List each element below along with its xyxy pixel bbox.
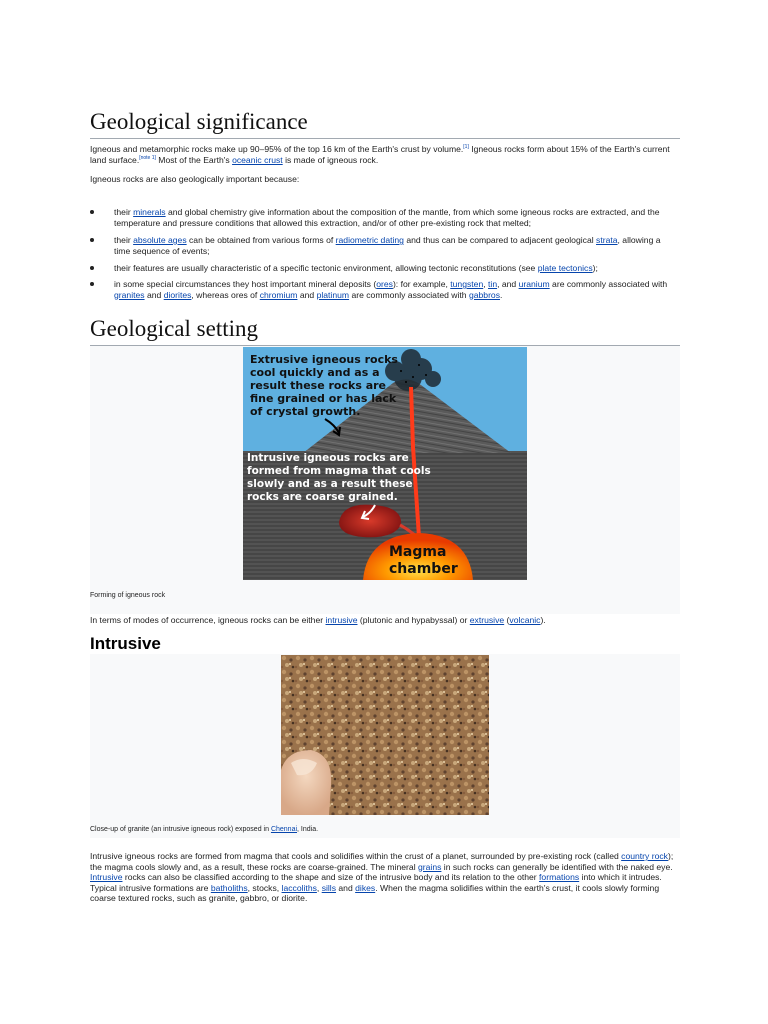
link-country-rock[interactable]: country rock [621,851,668,861]
paragraph-significance-1: Igneous and metamorphic rocks make up 90–95% of the top 16 km of the Earth's crust by volume.[1] Igneous rocks form about 15% of the Earth's current land surface.[note 1] Most of the Earth's oceanic crust is made of igneous rock. [90,144,670,165]
link-laccoliths[interactable]: laccoliths [281,882,317,893]
bullet-icon [90,238,94,242]
note-link[interactable]: [note 1] [139,154,156,161]
link-absolute-ages[interactable]: absolute ages [133,235,187,245]
reference-link[interactable]: [1] [463,144,469,151]
link-intrusive[interactable]: intrusive [325,615,358,625]
label-intrusive-line: slowly and as a result these [247,478,413,490]
label-extrusive-line: fine grained or has lack [250,392,397,405]
link-intrusive-rock[interactable]: Intrusive [90,872,123,883]
paragraph-intrusive: Intrusive igneous rocks are formed from magma that cools and solidifies within the crust of a planet, surrounded by pre-existing rock (called country rock); the magma cools slowly and, as a result, these rocks are coarse-grained. The mineral grains in such rocks can generally be identified with the naked eye. Intrusive rocks can also be classified according to the shape and size of the intrusive body and its relation to the other formations into which it intrudes. Typical intrusive formations are batholiths, stocks, laccoliths, sills and dikes. When the magma solidifies within the earth's crust, it cools slowly forming coarse textured rocks, such as granite, gabbro, or diorite. [90,851,674,904]
figure-caption: Close-up of granite (an intrusive igneous rock) exposed in Chennai, India. [90,826,319,833]
label-chamber: chamber [389,561,458,577]
link-chennai[interactable]: Chennai [270,826,298,833]
link-tin[interactable]: tin [488,279,498,289]
link-radiometric-dating[interactable]: radiometric dating [335,235,404,245]
paragraph-significance-2: Igneous rocks are also geologically important because: [90,174,300,184]
link-sills[interactable]: sills [321,882,337,893]
bullet-icon [90,282,94,286]
label-extrusive-line: of crystal growth. [250,405,361,418]
heading-intrusive: Intrusive [90,634,161,653]
figure-caption: Forming of igneous rock [90,592,166,599]
heading-geological-significance: Geological significance [90,108,680,139]
bullet-icon [90,266,94,270]
link-tungsten[interactable]: tungsten [450,279,484,289]
link-granites[interactable]: granites [114,289,145,300]
paragraph-modes-of-occurrence: In terms of modes of occurrence, igneous rocks can be either intrusive (plutonic and hypabyssal) or extrusive (volcanic). [90,615,546,625]
label-intrusive-line: rocks are coarse grained. [247,491,398,503]
label-intrusive-line: Intrusive igneous rocks are [247,452,409,464]
link-volcanic[interactable]: volcanic [509,615,541,625]
link-uranium[interactable]: uranium [518,279,550,289]
link-strata[interactable]: strata [596,235,618,245]
label-extrusive-line: cool quickly and as a [250,366,380,379]
label-magma: Magma [389,544,447,560]
link-extrusive[interactable]: extrusive [469,615,505,625]
link-plate-tectonics[interactable]: plate tectonics [537,263,593,273]
link-platinum[interactable]: platinum [316,289,350,300]
label-extrusive-line: result these rocks are [250,379,387,392]
link-formations[interactable]: formations [539,872,580,883]
link-oceanic-crust[interactable]: oceanic crust [232,154,283,165]
volcano-diagram-image [243,347,527,580]
bullet-icon [90,210,94,214]
link-gabbros[interactable]: gabbros [468,289,501,300]
granite-closeup-image [281,655,489,815]
link-diorites[interactable]: diorites [163,289,192,300]
link-batholiths[interactable]: batholiths [210,882,248,893]
link-dikes[interactable]: dikes [355,882,376,893]
link-grains[interactable]: grains [418,861,442,872]
link-minerals[interactable]: minerals [133,207,166,217]
link-chromium[interactable]: chromium [259,289,298,300]
label-intrusive-line: formed from magma that cools [247,465,431,477]
link-ores[interactable]: ores [376,279,393,289]
heading-geological-setting: Geological setting [90,315,680,346]
label-extrusive-line: Extrusive igneous rocks [250,353,398,366]
